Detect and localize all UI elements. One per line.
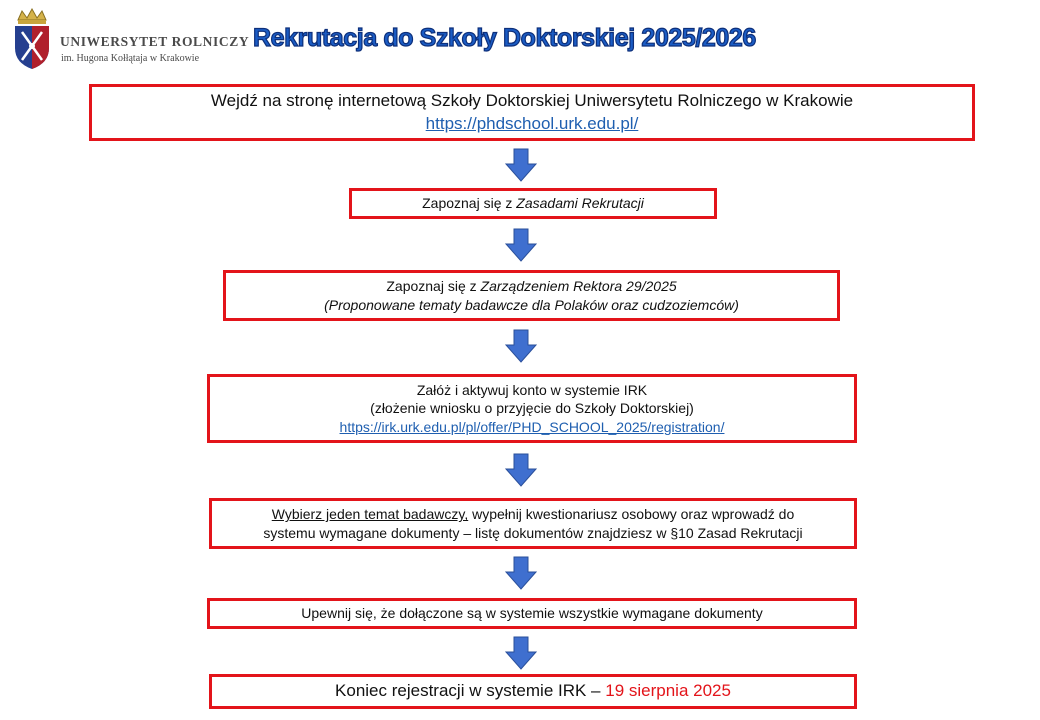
choose-topic-label: Wybierz jeden temat badawczy, (271, 506, 469, 523)
step-5-box (209, 498, 857, 549)
down-arrow-icon (504, 556, 538, 590)
page-title: Rekrutacja do Szkoły Doktorskiej 2025/2026 (253, 24, 756, 52)
step-2-box (349, 188, 717, 219)
recruitment-rules-label: Zasadami Rekrutacji (516, 195, 644, 212)
step-6-text: Upewnij się, że dołączone są w systemie wszystkie wymagane dokumenty (301, 605, 763, 622)
step-4-text: Załóż i aktywuj konto w systemie IRK (416, 382, 648, 399)
step-4-box (207, 374, 857, 443)
registration-end-label: Koniec rejestracji w systemie IRK – (335, 681, 606, 701)
down-arrow-icon (504, 329, 538, 363)
university-crest-icon (12, 8, 52, 70)
step-4-note: (złożenie wniosku o przyjęcie do Szkoły Doktorskiej) (370, 400, 694, 417)
step-1-text: Wejdź na stronę internetową Szkoły Doktorskiej Uniwersytetu Rolniczego w Krakowie (210, 91, 854, 111)
step-7-box (209, 674, 857, 709)
phdschool-link[interactable]: https://phdschool.urk.edu.pl/ (425, 113, 639, 133)
step-2-prefix: Zapoznaj się z (422, 195, 517, 212)
university-subtitle: im. Hugona Kołłątaja w Krakowie (61, 53, 200, 64)
step-5-text (272, 505, 795, 523)
deadline-date: 19 sierpnia 2025 (605, 681, 731, 701)
step-5-rest: wypełnij kwestionariusz osobowy oraz wprowadź do (468, 506, 795, 523)
step-2-text (422, 194, 644, 212)
down-arrow-icon (504, 228, 538, 262)
step-7-text (335, 680, 731, 702)
step-5-note: systemu wymagane dokumenty – listę dokumentów znajdziesz w §10 Zasad Rekrutacji (263, 524, 803, 541)
down-arrow-icon (504, 636, 538, 670)
down-arrow-icon (504, 453, 538, 487)
irk-registration-link[interactable]: https://irk.urk.edu.pl/pl/offer/PHD_SCHOOL_2025/registration/ (339, 418, 725, 435)
step-3-text (386, 277, 676, 295)
university-logo (12, 8, 252, 72)
step-6-box (207, 598, 857, 629)
down-arrow-icon (504, 148, 538, 182)
step-3-note: (Proponowane tematy badawcze dla Polaków oraz cudzoziemców) (324, 296, 739, 313)
step-3-box (223, 270, 840, 321)
rector-order-label: Zarządzeniem Rektora 29/2025 (480, 278, 677, 295)
step-1-box (89, 84, 975, 141)
step-3-prefix: Zapoznaj się z (386, 278, 481, 295)
university-name: UNIWERSYTET ROLNICZY (60, 34, 250, 49)
